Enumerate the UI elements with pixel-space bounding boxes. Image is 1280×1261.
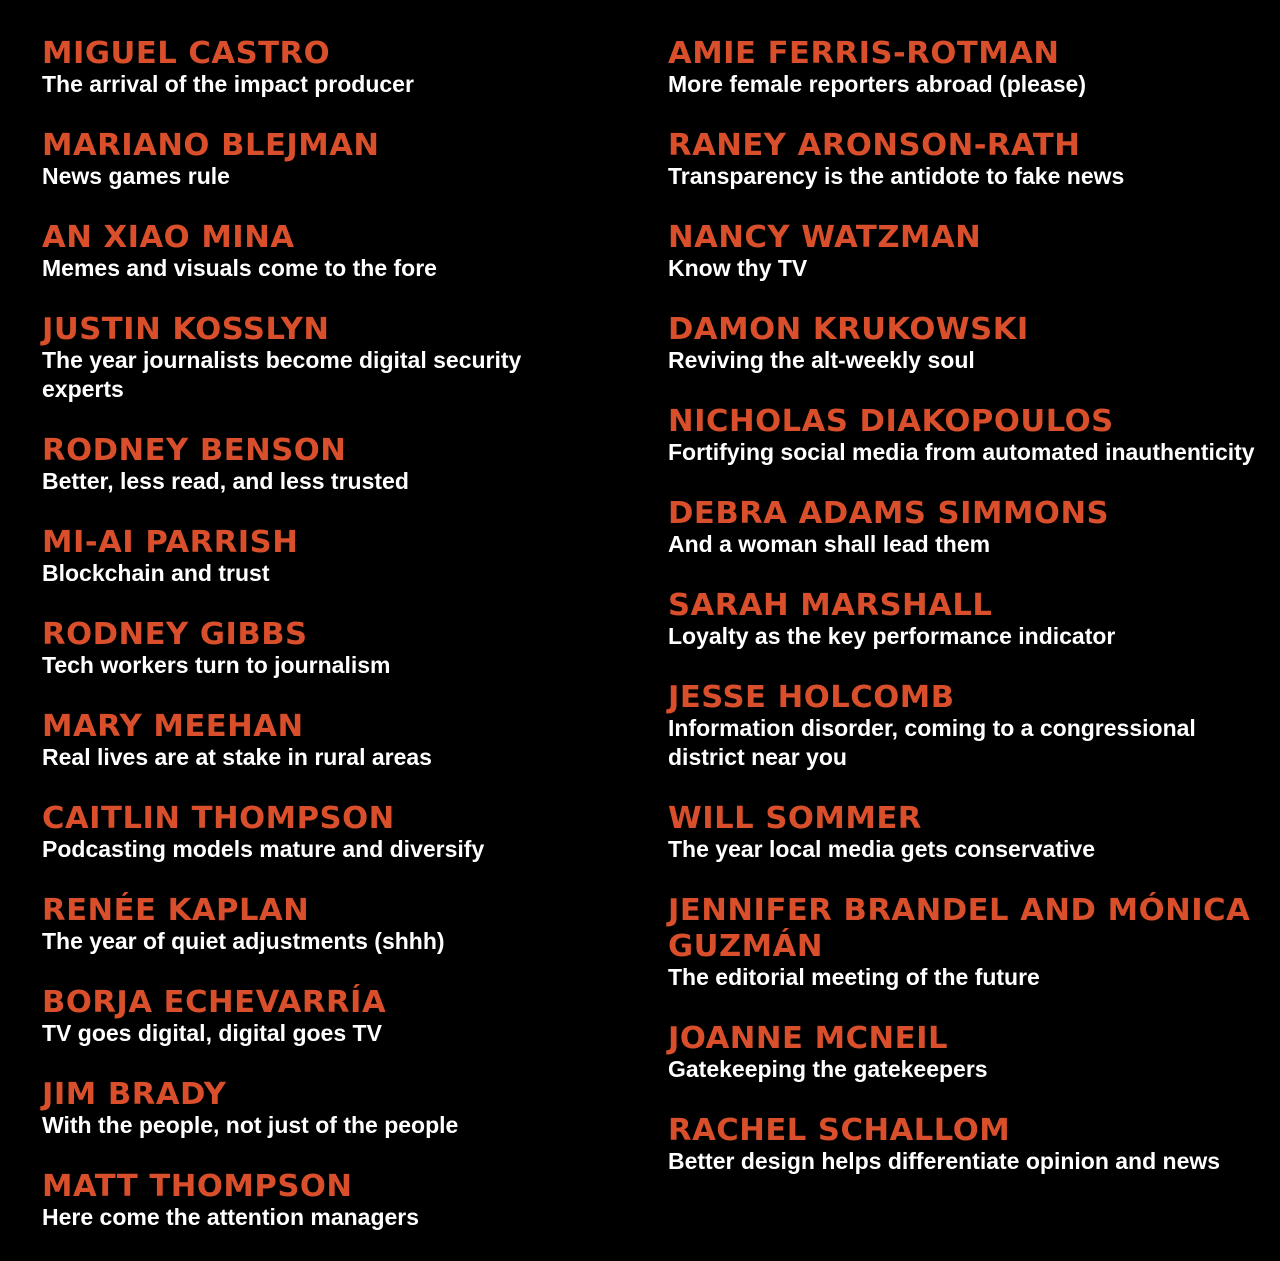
list-item[interactable] bbox=[668, 801, 1258, 864]
prediction-title[interactable]: News games rule bbox=[42, 163, 230, 189]
list-item[interactable] bbox=[42, 525, 602, 588]
list-item[interactable] bbox=[668, 36, 1258, 99]
prediction-title[interactable]: Here come the attention managers bbox=[42, 1204, 420, 1230]
author-name: JENNIFER BRANDEL AND MÓNICA GUZMÁN bbox=[668, 893, 1251, 964]
prediction-title[interactable]: Better, less read, and less trusted bbox=[42, 468, 409, 494]
author-name: BORJA ECHEVARRÍA bbox=[42, 985, 387, 1020]
author-name: DEBRA ADAMS SIMMONS bbox=[668, 496, 1110, 531]
author-name: RODNEY BENSON bbox=[42, 433, 347, 468]
prediction-title[interactable]: Know thy TV bbox=[668, 255, 808, 281]
prediction-title[interactable]: Memes and visuals come to the fore bbox=[42, 255, 437, 281]
list-item[interactable] bbox=[668, 1021, 1258, 1084]
prediction-title[interactable]: Real lives are at stake in rural areas bbox=[42, 744, 432, 770]
author-name: JIM BRADY bbox=[42, 1077, 227, 1112]
author-name: AN XIAO MINA bbox=[42, 220, 295, 255]
author-name: NANCY WATZMAN bbox=[668, 220, 982, 255]
left-column bbox=[42, 36, 602, 1261]
list-item[interactable] bbox=[668, 128, 1258, 191]
prediction-title[interactable]: The year journalists become digital security experts bbox=[42, 347, 522, 402]
prediction-title[interactable]: Tech workers turn to journalism bbox=[42, 652, 391, 678]
prediction-title[interactable]: Gatekeeping the gatekeepers bbox=[668, 1056, 988, 1082]
list-item[interactable] bbox=[42, 801, 602, 864]
prediction-title[interactable]: Loyalty as the key performance indicator bbox=[668, 623, 1116, 649]
prediction-title[interactable]: The arrival of the impact producer bbox=[42, 71, 414, 97]
list-item[interactable] bbox=[42, 709, 602, 772]
prediction-title[interactable]: Fortifying social media from automated inauthenticity bbox=[668, 439, 1255, 465]
author-name: JUSTIN KOSSLYN bbox=[42, 312, 330, 347]
list-item[interactable] bbox=[42, 985, 602, 1048]
author-name: MATT THOMPSON bbox=[42, 1169, 353, 1204]
list-item[interactable] bbox=[42, 617, 602, 680]
prediction-title[interactable]: With the people, not just of the people bbox=[42, 1112, 459, 1138]
author-name: CAITLIN THOMPSON bbox=[42, 801, 395, 836]
author-name: MIGUEL CASTRO bbox=[42, 36, 331, 71]
list-item[interactable] bbox=[42, 893, 602, 956]
prediction-title[interactable]: Podcasting models mature and diversify bbox=[42, 836, 485, 862]
list-item[interactable] bbox=[42, 36, 602, 99]
list-item[interactable] bbox=[668, 496, 1258, 559]
author-name: RACHEL SCHALLOM bbox=[668, 1113, 1011, 1148]
prediction-title[interactable]: The editorial meeting of the future bbox=[668, 964, 1040, 990]
author-name: MARY MEEHAN bbox=[42, 709, 304, 744]
prediction-title[interactable]: Transparency is the antidote to fake news bbox=[668, 163, 1125, 189]
author-name: MI-AI PARRISH bbox=[42, 525, 299, 560]
author-name: DAMON KRUKOWSKI bbox=[668, 312, 1029, 347]
prediction-title[interactable]: And a woman shall lead them bbox=[668, 531, 991, 557]
author-name: WILL SOMMER bbox=[668, 801, 922, 836]
list-item[interactable] bbox=[668, 1113, 1258, 1176]
prediction-title[interactable]: Information disorder, coming to a congressional district near you bbox=[668, 715, 1196, 770]
list-item[interactable] bbox=[42, 1169, 602, 1232]
author-name: RANEY ARONSON-RATH bbox=[668, 128, 1081, 163]
list-item[interactable] bbox=[42, 312, 602, 404]
right-column bbox=[668, 36, 1258, 1205]
list-item[interactable] bbox=[668, 588, 1258, 651]
prediction-title[interactable]: TV goes digital, digital goes TV bbox=[42, 1020, 382, 1046]
prediction-title[interactable]: The year of quiet adjustments (shhh) bbox=[42, 928, 445, 954]
author-name: RENÉE KAPLAN bbox=[42, 893, 310, 928]
author-name: RODNEY GIBBS bbox=[42, 617, 308, 652]
author-name: MARIANO BLEJMAN bbox=[42, 128, 380, 163]
list-item[interactable] bbox=[42, 128, 602, 191]
author-name: SARAH MARSHALL bbox=[668, 588, 993, 623]
list-item[interactable] bbox=[668, 220, 1258, 283]
list-item[interactable] bbox=[668, 404, 1258, 467]
author-name: JESSE HOLCOMB bbox=[668, 680, 955, 715]
author-name: NICHOLAS DIAKOPOULOS bbox=[668, 404, 1114, 439]
prediction-title[interactable]: The year local media gets conservative bbox=[668, 836, 1095, 862]
list-item[interactable] bbox=[42, 1077, 602, 1140]
list-item[interactable] bbox=[668, 680, 1258, 772]
prediction-title[interactable]: Better design helps differentiate opinion and news bbox=[668, 1148, 1221, 1174]
prediction-title[interactable]: More female reporters abroad (please) bbox=[668, 71, 1086, 97]
author-name: JOANNE MCNEIL bbox=[668, 1021, 948, 1056]
list-item[interactable] bbox=[42, 433, 602, 496]
prediction-title[interactable]: Reviving the alt-weekly soul bbox=[668, 347, 975, 373]
list-item[interactable] bbox=[668, 312, 1258, 375]
list-item[interactable] bbox=[668, 893, 1258, 992]
prediction-title[interactable]: Blockchain and trust bbox=[42, 560, 270, 586]
list-item[interactable] bbox=[42, 220, 602, 283]
author-name: AMIE FERRIS-ROTMAN bbox=[668, 36, 1060, 71]
